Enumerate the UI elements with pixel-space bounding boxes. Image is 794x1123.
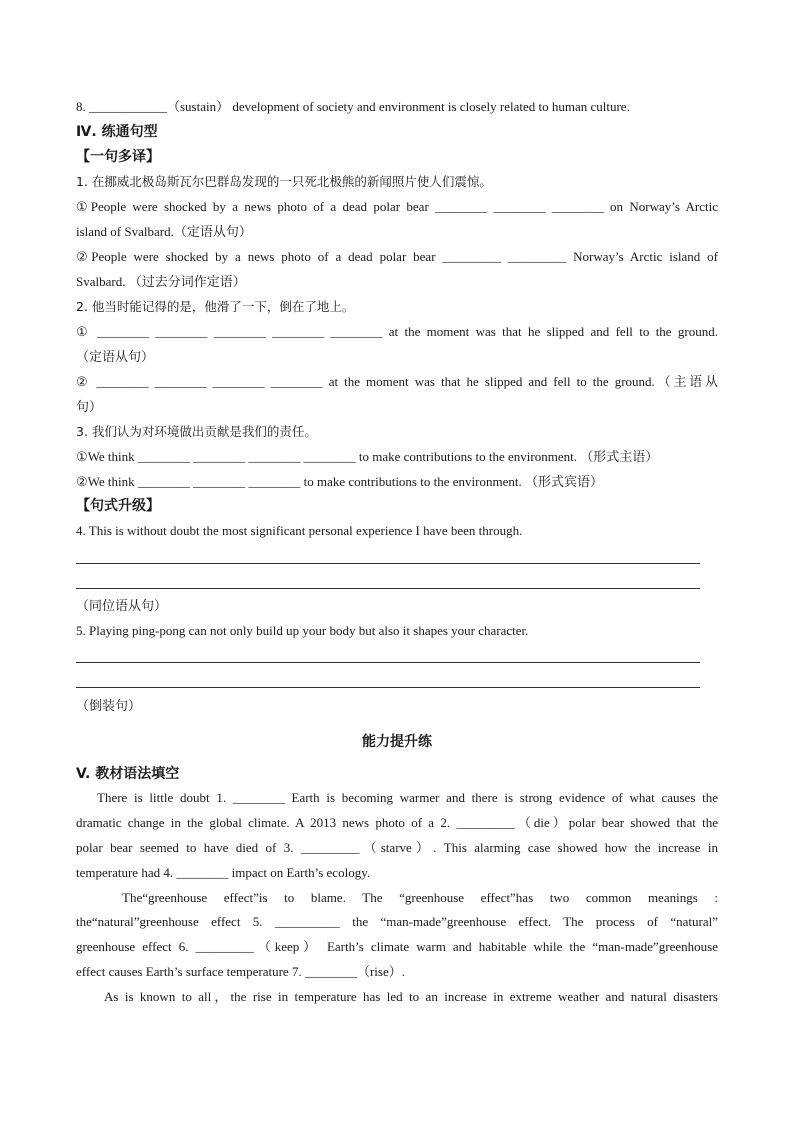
subsection-sentence-upgrade: 【句式升级】 <box>76 498 160 514</box>
subsection-one-sentence-many-translations: 【一句多译】 <box>76 149 160 165</box>
section-v-title: V. 教材语法填空 <box>76 766 180 782</box>
question-1-option-b-line2: Svalbard. （过去分词作定语） <box>76 274 246 289</box>
passage-line: As is known to all，the rise in temperature has led to an increase in extreme weather and natural disasters <box>104 989 718 1004</box>
question-4: 4. This is without doubt the most significant personal experience I have been through. <box>76 523 523 538</box>
question-2-option-b-line2: 句） <box>76 399 103 414</box>
question-5-hint: （倒装句） <box>76 698 142 713</box>
question-1-option-a-line1: ①People were shocked by a news photo of a dead polar bear ________ ________ ________ on Norway’s Arctic <box>76 199 718 214</box>
passage-line: greenhouse effect 6. _________（keep） Earth’s climate warm and habitable while the “man-made”greenhouse <box>76 939 718 954</box>
passage-line: dramatic change in the global climate. A 2013 news photo of a 2. _________（die）polar bear showed that the <box>76 815 718 830</box>
question-1-option-b-line1: ②People were shocked by a news photo of a dead polar bear _________ _________ Norway’s Arctic island of <box>76 249 718 264</box>
passage-line: polar bear seemed to have died of 3. _________（starve）. This alarming case showed how the increase in <box>76 840 718 855</box>
passage-line: There is little doubt 1. ________ Earth is becoming warmer and there is strong evidence of what causes the <box>97 790 718 805</box>
section-iv-title: Ⅳ. 练通句型 <box>76 124 158 140</box>
question-3-option-a: ①We think ________ ________ ________ ________ to make contributions to the environment. （形式主语） <box>76 449 659 464</box>
question-2-option-a-line1: ① ________ ________ ________ ________ ________ at the moment was that he slipped and fell to the ground. <box>76 324 718 339</box>
passage-line: effect causes Earth’s surface temperature 7. ________（rise）. <box>76 964 405 979</box>
answer-line <box>76 687 700 688</box>
question-4-hint: （同位语从句） <box>76 598 168 613</box>
question-2-chinese: 2. 他当时能记得的是，他滑了一下，倒在了地上。 <box>76 299 355 314</box>
question-1-chinese: 1. 在挪威北极岛斯瓦尔巴群岛发现的一只死北极熊的新闻照片使人们震惊。 <box>76 174 492 189</box>
passage-line: The“greenhouse effect”is to blame. The “greenhouse effect”has two common meanings : <box>122 890 718 905</box>
answer-line <box>76 563 700 564</box>
question-5: 5. Playing ping-pong can not only build up your body but also it shapes your character. <box>76 623 529 638</box>
question-2-option-a-line2: （定语从句） <box>76 349 155 364</box>
question-1-option-a-line2: island of Svalbard.（定语从句） <box>76 224 252 239</box>
answer-line <box>76 662 700 663</box>
question-2-option-b-line1: ② ________ ________ ________ ________ at the moment was that he slipped and fell to the ground.（主语从 <box>76 374 718 389</box>
question-3-chinese: 3. 我们认为对环境做出贡献是我们的责任。 <box>76 424 317 439</box>
question-8: 8. ____________（sustain） development of society and environment is closely related to human culture. <box>76 99 630 114</box>
ability-section-title: 能力提升练 <box>362 734 432 750</box>
question-3-option-b: ②We think ________ ________ ________ to make contributions to the environment. （形式宾语） <box>76 474 603 489</box>
answer-line <box>76 588 700 589</box>
passage-line: the“natural”greenhouse effect 5. __________ the “man-made”greenhouse effect. The process of “natural” <box>76 914 718 929</box>
passage-line: temperature had 4. ________ impact on Earth’s ecology. <box>76 865 371 880</box>
